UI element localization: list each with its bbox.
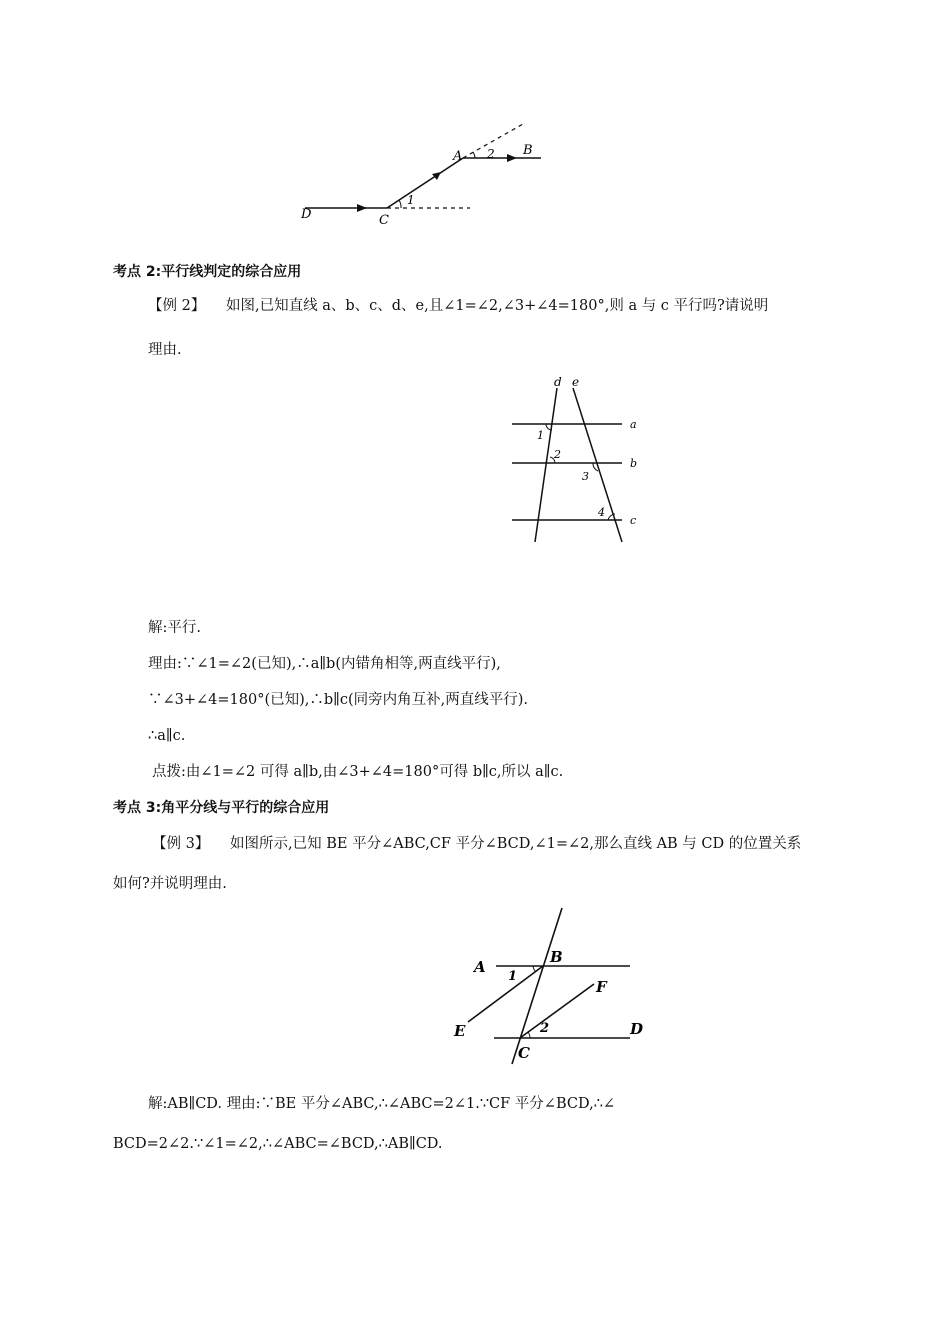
- ray-ca: [387, 158, 463, 208]
- example-tag-3: 【例 3】: [152, 836, 210, 852]
- hint-2: 点拨:由∠1=∠2 可得 a∥b,由∠3+∠4=180°可得 b∥c,所以 a∥c.: [152, 764, 564, 780]
- label-b: B: [550, 948, 563, 966]
- label-angle-2: 2: [487, 147, 495, 161]
- arrow-icon: [432, 172, 441, 180]
- label-c: c: [630, 514, 637, 527]
- figure-parallel-lines-abc: [500, 372, 650, 550]
- angle-arc-2: [473, 152, 475, 158]
- label-a: A: [474, 958, 486, 976]
- line-bc: [512, 908, 562, 1064]
- label-a: A: [453, 149, 463, 164]
- angle-arc-1: [399, 200, 401, 208]
- label-d: D: [630, 1020, 644, 1038]
- angle-arc-2: [528, 1032, 530, 1038]
- question-2-line-2: 理由.: [148, 342, 182, 358]
- solution-3-line-2: BCD=2∠2.∵∠1=∠2,∴∠ABC=∠BCD,∴AB∥CD.: [113, 1136, 443, 1152]
- solution-3-line-1: 解:AB∥CD. 理由:∵BE 平分∠ABC,∴∠ABC=2∠1.∵CF 平分∠BCD,∴∠: [148, 1096, 616, 1112]
- label-d: d: [554, 375, 562, 389]
- label-f: F: [596, 978, 607, 996]
- label-angle-1: 1: [508, 969, 518, 984]
- label-angle-1: 1: [407, 193, 415, 207]
- example-tag-2: 【例 2】: [148, 298, 206, 314]
- angle-arc-1: [533, 966, 536, 972]
- solution-2-line-1: 解:平行.: [148, 620, 201, 636]
- section-heading-2: 考点 2:平行线判定的综合应用: [113, 264, 302, 280]
- label-d: D: [301, 207, 312, 222]
- label-angle-2: 2: [540, 1021, 550, 1036]
- arrow-icon: [357, 204, 367, 212]
- arrow-icon: [507, 154, 517, 162]
- label-angle-4: 4: [598, 506, 605, 519]
- label-angle-3: 3: [582, 470, 589, 483]
- solution-2-line-2: 理由:∵∠1=∠2(已知),∴a∥b(内错角相等,两直线平行),: [148, 656, 501, 672]
- question-3-line-1: 如图所示,已知 BE 平分∠ABC,CF 平分∠BCD,∠1=∠2,那么直线 AB 与 CD 的位置关系: [230, 836, 802, 852]
- figure-angle-bisectors: [450, 902, 660, 1070]
- label-c: C: [518, 1044, 530, 1062]
- label-e: E: [454, 1022, 466, 1040]
- ray-cf: [520, 984, 594, 1038]
- label-b: B: [523, 143, 533, 158]
- line-d: [535, 388, 557, 542]
- label-angle-1: 1: [537, 429, 544, 442]
- solution-2-line-4: ∴a∥c.: [148, 728, 186, 744]
- section-heading-3: 考点 3:角平分线与平行的综合应用: [113, 800, 330, 816]
- label-angle-2: 2: [554, 448, 561, 461]
- label-e: e: [572, 375, 580, 389]
- label-a: a: [630, 418, 637, 431]
- question-3-line-2: 如何?并说明理由.: [113, 876, 227, 892]
- label-c: C: [379, 213, 389, 228]
- label-b: b: [630, 457, 638, 470]
- question-2-line-1: 如图,已知直线 a、b、c、d、e,且∠1=∠2,∠3+∠4=180°,则 a 与 c 平行吗?请说明: [226, 298, 769, 314]
- solution-2-line-3: ∵∠3+∠4=180°(已知),∴b∥c(同旁内角互补,两直线平行).: [148, 692, 529, 708]
- figure-reflection-diagram: [295, 118, 555, 228]
